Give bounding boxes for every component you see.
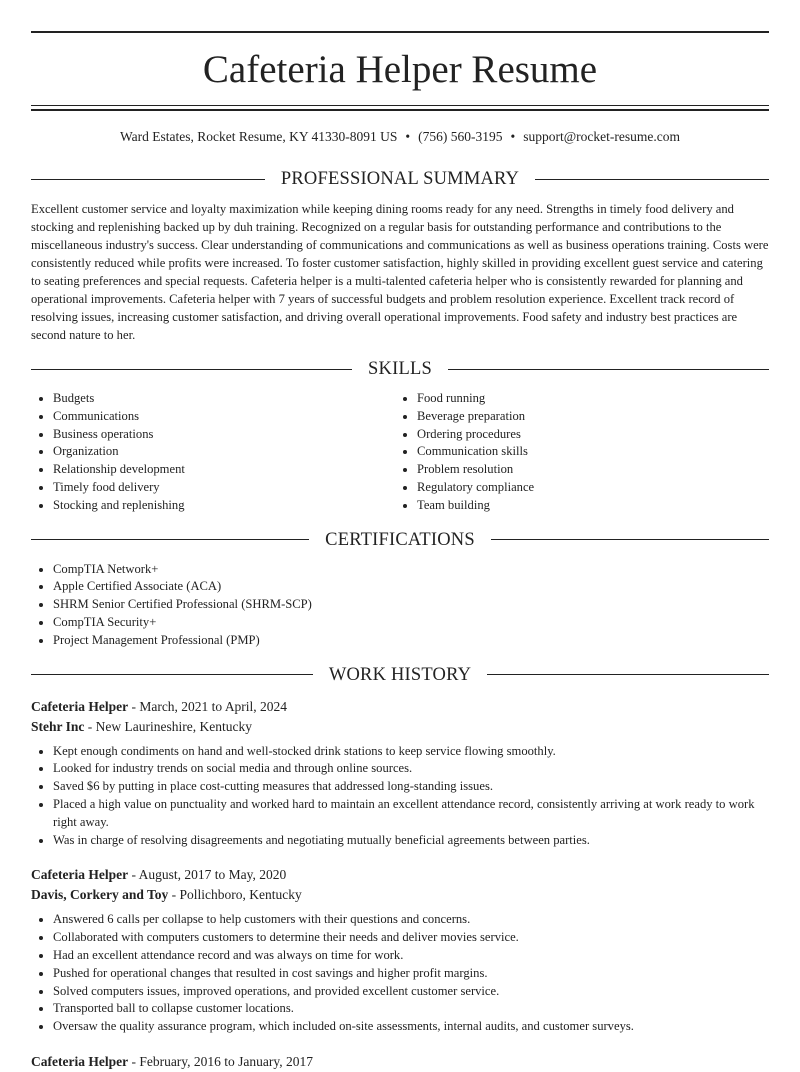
certifications-list xyxy=(31,561,769,650)
list-item: • Business operations xyxy=(53,426,395,444)
summary-text: Excellent customer service and loyalty maximization while keeping dining rooms ready for any need. Strengths in timely food delivery and stocking and replenishing backed up by duh training. Recognized on a regular basis for outstanding performance and contributions to the miscellaneous industry's success. Clear understanding of communications and communications as well as business operations training. Costs were consistently reduced while profits were increased. To foster customer satisfaction, highly skilled in providing excellent guest service and catering to seating preferences and special requests. Cafeteria helper is a multi-talented cafeteria helper who is consistently rewarded for planning and operational improvements. Cafeteria helper with 7 years of successful budgets and problem resolution experience. Excellent track record of resolving issues, increasing customer satisfaction, and driving overall operational improvements. Food safety and industry best practices are second nature to her. xyxy=(31,202,769,342)
divider xyxy=(31,674,313,675)
list-item: • CompTIA Network+ xyxy=(53,561,769,579)
list-item: • Regulatory compliance xyxy=(417,479,759,497)
job-role: Cafeteria Helper xyxy=(31,1053,129,1069)
job-role: Cafeteria Helper xyxy=(31,867,129,883)
skills-column-right xyxy=(395,390,759,515)
top-rule xyxy=(31,31,769,33)
job-title-line xyxy=(31,1052,769,1072)
divider xyxy=(535,179,769,180)
list-item: • Looked for industry trends on social media and through online sources. xyxy=(53,760,769,778)
job-company: Davis, Corkery and Toy xyxy=(31,887,169,903)
list-item: • Solved computers issues, improved operations, and provided excellent customer service. xyxy=(53,983,769,1001)
job-company-line xyxy=(31,885,769,905)
work-history-list xyxy=(31,697,769,1072)
divider xyxy=(31,539,309,540)
job-entry xyxy=(31,1052,769,1072)
job-location: - Pollichboro, Kentucky xyxy=(168,887,302,903)
job-entry xyxy=(31,697,769,850)
contact-separator: • xyxy=(510,129,516,144)
skills-column-left xyxy=(31,390,395,515)
job-company: Stehr Inc xyxy=(31,718,85,734)
divider xyxy=(491,539,769,540)
list-item: • Collaborated with computers customers to determine their needs and deliver movies service. xyxy=(53,929,769,947)
list-item: • Timely food delivery xyxy=(53,479,395,497)
skills-list xyxy=(31,390,769,515)
list-item: • Relationship development xyxy=(53,461,395,479)
list-item: • Transported ball to collapse customer locations. xyxy=(53,1000,769,1018)
list-item: • Stocking and replenishing xyxy=(53,497,395,515)
list-item: • Placed a high value on punctuality and worked hard to maintain an excellent attendance record, consistently arriving at work ready to work right away. xyxy=(53,796,769,832)
list-item: • Beverage preparation xyxy=(417,408,759,426)
list-item: • Problem resolution xyxy=(417,461,759,479)
job-company-line xyxy=(31,717,769,737)
contact-separator: • xyxy=(405,129,411,144)
list-item: • Kept enough condiments on hand and well-stocked drink stations to keep service flowing smoothly. xyxy=(53,743,769,761)
job-location: - New Laurineshire, Kentucky xyxy=(84,718,252,734)
job-bullets xyxy=(31,911,769,1036)
list-item: • Project Management Professional (PMP) xyxy=(53,632,769,650)
section-heading-summary xyxy=(31,168,769,190)
divider xyxy=(487,674,769,675)
section-title: SKILLS xyxy=(368,359,432,379)
list-item: • Apple Certified Associate (ACA) xyxy=(53,578,769,596)
list-item: • Answered 6 calls per collapse to help customers with their questions and concerns. xyxy=(53,911,769,929)
contact-phone: (756) 560-3195 xyxy=(418,129,503,144)
section-heading-skills xyxy=(31,358,769,380)
contact-line xyxy=(31,128,769,146)
section-heading-certifications xyxy=(31,529,769,551)
section-title: PROFESSIONAL SUMMARY xyxy=(280,169,520,189)
page-title: Cafeteria Helper Resume xyxy=(202,48,598,91)
section-title: WORK HISTORY xyxy=(328,664,472,685)
list-item: • Ordering procedures xyxy=(417,426,759,444)
job-title-line xyxy=(31,697,769,717)
list-item: • Team building xyxy=(417,497,759,515)
job-role: Cafeteria Helper xyxy=(31,698,129,714)
job-entry xyxy=(31,865,769,1036)
list-item: • Saved $6 by putting in place cost-cutting measures that addressed long-standing issues. xyxy=(53,778,769,796)
title-double-rule xyxy=(31,105,769,111)
divider xyxy=(448,369,769,370)
job-dates: - February, 2016 to January, 2017 xyxy=(128,1053,314,1069)
job-dates: - August, 2017 to May, 2020 xyxy=(128,867,287,883)
list-item: • Budgets xyxy=(53,390,395,408)
section-title: CERTIFICATIONS xyxy=(325,529,475,550)
job-dates: - March, 2021 to April, 2024 xyxy=(128,698,288,714)
list-item: • Pushed for operational changes that resulted in cost savings and higher profit margins. xyxy=(53,965,769,983)
list-item: • Was in charge of resolving disagreements and negotiating mutually beneficial agreements between parties. xyxy=(53,832,769,850)
list-item: • Organization xyxy=(53,443,395,461)
list-item: • Food running xyxy=(417,390,759,408)
list-item: • Communication skills xyxy=(417,443,759,461)
list-item: • Had an excellent attendance record and was always on time for work. xyxy=(53,947,769,965)
job-title-line xyxy=(31,865,769,885)
contact-email: support@rocket-resume.com xyxy=(523,129,680,144)
contact-address: Ward Estates, Rocket Resume, KY 41330-8091 US xyxy=(120,129,398,144)
divider xyxy=(31,179,265,180)
list-item: • CompTIA Security+ xyxy=(53,614,769,632)
divider xyxy=(31,369,352,370)
list-item: • Communications xyxy=(53,408,395,426)
resume-page xyxy=(31,31,769,1072)
list-item: • Oversaw the quality assurance program, which included on-site assessments, internal audits, and customer surveys. xyxy=(53,1018,769,1036)
list-item: • SHRM Senior Certified Professional (SHRM-SCP) xyxy=(53,596,769,614)
section-heading-work-history xyxy=(31,664,769,686)
job-bullets xyxy=(31,743,769,850)
